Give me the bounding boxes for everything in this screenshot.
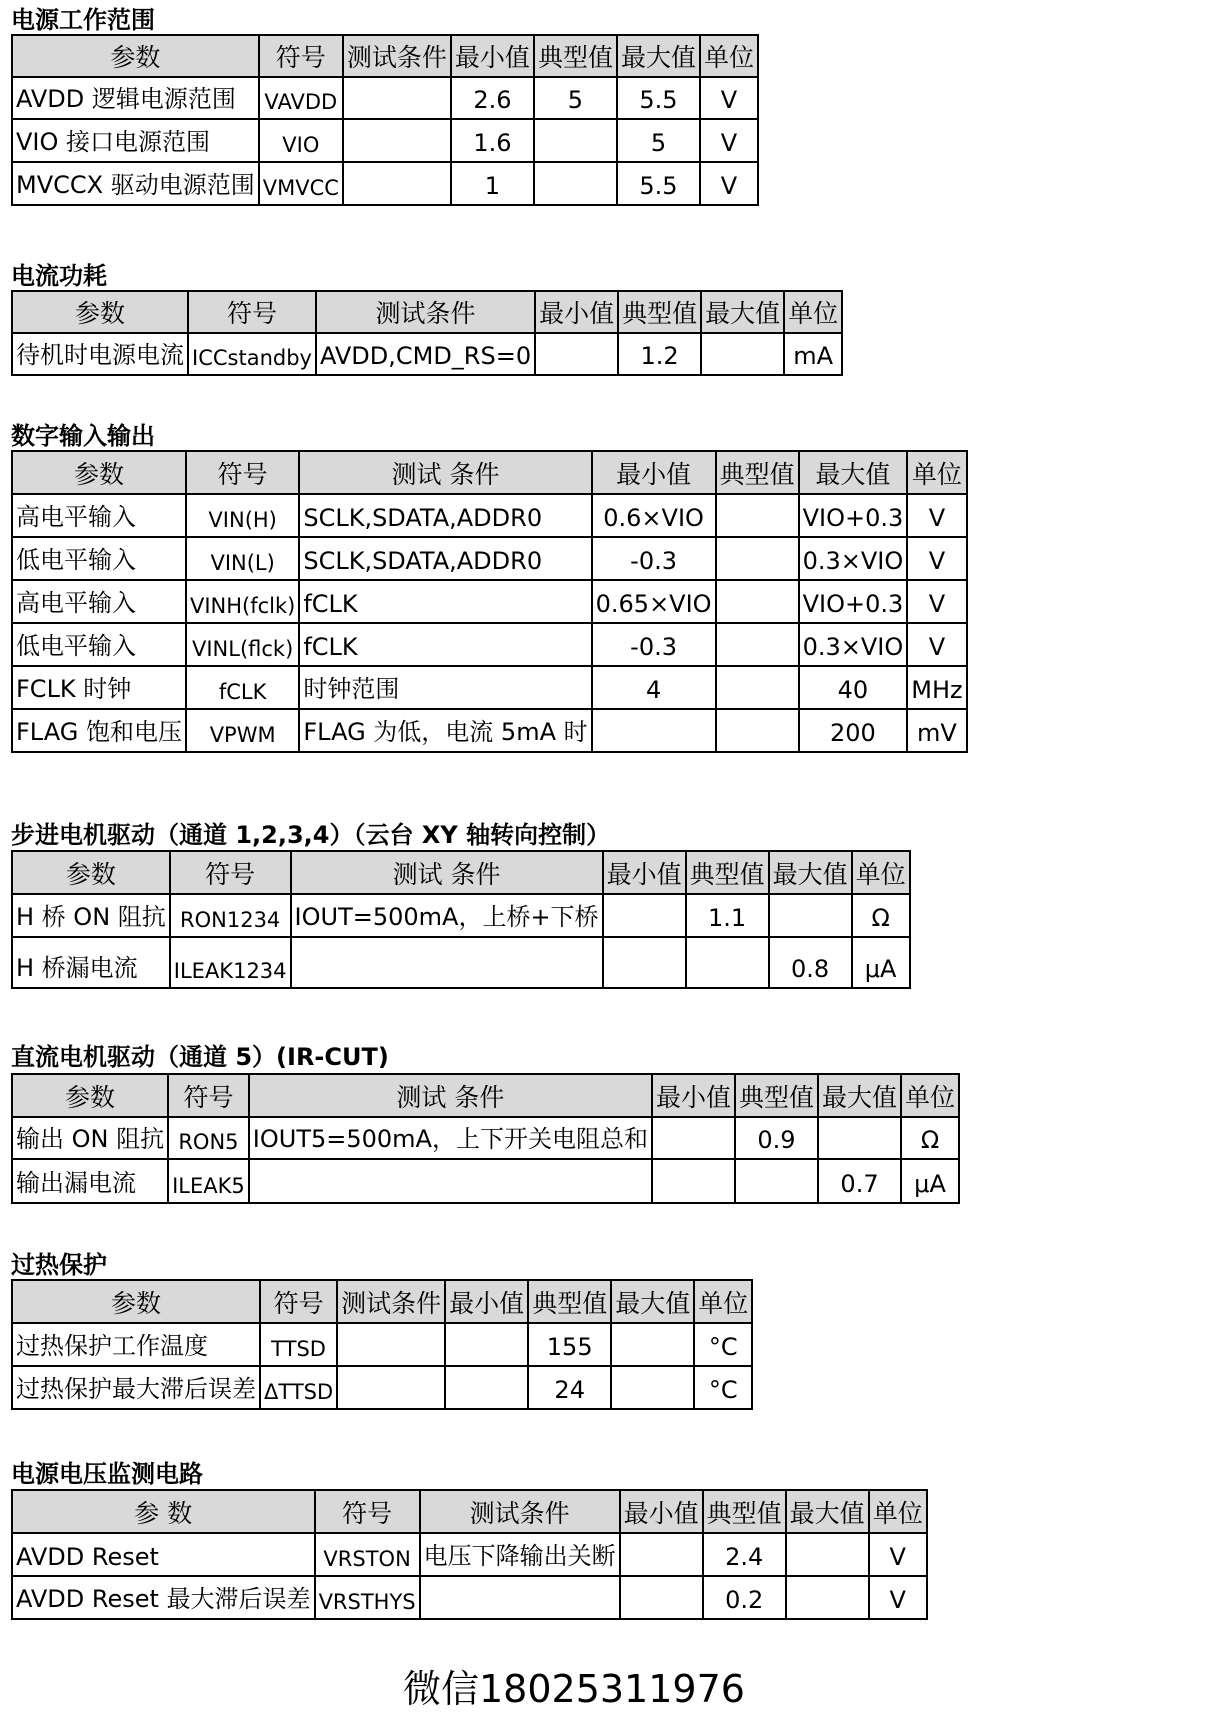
column-header: 测试条件 xyxy=(343,35,451,77)
column-header: 测试条件 xyxy=(337,1280,445,1323)
spec-table xyxy=(11,34,759,206)
typ-cell xyxy=(534,162,617,205)
min-cell xyxy=(620,1576,703,1619)
column-header: 最小值 xyxy=(620,1490,703,1533)
section-title: 过热保护 xyxy=(11,1251,107,1279)
symbol-cell: VPWM xyxy=(186,709,299,752)
condition-cell xyxy=(337,1366,445,1409)
param-cell: H 桥 ON 阻抗 xyxy=(12,894,170,937)
column-header: 典型值 xyxy=(703,1490,786,1533)
typ-cell: 1.2 xyxy=(618,333,701,375)
unit-cell: V xyxy=(700,77,758,119)
spec-table xyxy=(11,1489,928,1620)
table-row xyxy=(12,1576,927,1619)
table-row xyxy=(12,494,967,537)
symbol-cell: ICCstandby xyxy=(188,333,316,375)
symbol-cell: VIN(H) xyxy=(186,494,299,537)
table-header-row xyxy=(12,1280,752,1323)
column-header: 典型值 xyxy=(735,1074,818,1117)
max-cell: 0.7 xyxy=(818,1159,901,1203)
column-header: 典型值 xyxy=(528,1280,611,1323)
column-header: 参数 xyxy=(12,851,170,894)
section-title: 电源工作范围 xyxy=(11,6,155,34)
symbol-cell: fCLK xyxy=(186,666,299,709)
spec-table xyxy=(11,1073,960,1204)
column-header: 最小值 xyxy=(535,291,618,333)
max-cell: 40 xyxy=(799,666,908,709)
max-cell: 5.5 xyxy=(617,77,700,119)
symbol-cell: VINL(flck) xyxy=(186,623,299,666)
typ-cell xyxy=(716,494,799,537)
typ-cell xyxy=(735,1159,818,1203)
condition-cell: IOUT=500mA，上桥+下桥 xyxy=(291,894,603,937)
symbol-cell: ΔTTSD xyxy=(260,1366,337,1409)
column-header: 测试 条件 xyxy=(249,1074,652,1117)
param-cell: 输出漏电流 xyxy=(12,1159,168,1203)
section-title: 电流功耗 xyxy=(11,262,107,290)
unit-cell: mA xyxy=(784,333,842,375)
column-header: 测试 条件 xyxy=(299,451,591,494)
table-header-row xyxy=(12,1490,927,1533)
table-row xyxy=(12,1323,752,1366)
table-row xyxy=(12,580,967,623)
condition-cell: FLAG 为低，电流 5mA 时 xyxy=(299,709,591,752)
symbol-cell: VAVDD xyxy=(259,77,343,119)
column-header: 参数 xyxy=(12,1280,260,1323)
symbol-cell: ILEAK1234 xyxy=(170,937,291,988)
min-cell: 4 xyxy=(592,666,716,709)
param-cell: AVDD Reset xyxy=(12,1533,315,1576)
symbol-cell: VMVCC xyxy=(259,162,343,205)
column-header: 最小值 xyxy=(603,851,686,894)
min-cell xyxy=(592,709,716,752)
spec-table xyxy=(11,290,843,376)
min-cell xyxy=(603,937,686,988)
table-header-row xyxy=(12,291,842,333)
param-cell: 输出 ON 阻抗 xyxy=(12,1117,168,1159)
condition-cell xyxy=(249,1159,652,1203)
max-cell xyxy=(701,333,784,375)
table-row xyxy=(12,119,758,162)
column-header: 最小值 xyxy=(445,1280,528,1323)
table-row xyxy=(12,77,758,119)
condition-cell: IOUT5=500mA，上下开关电阻总和 xyxy=(249,1117,652,1159)
typ-cell: 0.9 xyxy=(735,1117,818,1159)
max-cell xyxy=(611,1366,694,1409)
spec-table xyxy=(11,450,968,753)
column-header: 测试 条件 xyxy=(291,851,603,894)
column-header: 典型值 xyxy=(686,851,769,894)
table-row xyxy=(12,333,842,375)
param-cell: 低电平输入 xyxy=(12,537,186,580)
condition-cell: fCLK xyxy=(299,623,591,666)
typ-cell: 2.4 xyxy=(703,1533,786,1576)
min-cell xyxy=(603,894,686,937)
param-cell: FLAG 饱和电压 xyxy=(12,709,186,752)
max-cell: 0.3×VIO xyxy=(799,623,908,666)
param-cell: VIO 接口电源范围 xyxy=(12,119,259,162)
column-header: 典型值 xyxy=(534,35,617,77)
min-cell: 1 xyxy=(451,162,534,205)
condition-cell xyxy=(343,77,451,119)
section-title: 数字输入输出 xyxy=(11,422,155,450)
column-header: 最大值 xyxy=(799,451,908,494)
min-cell: -0.3 xyxy=(592,537,716,580)
unit-cell: V xyxy=(907,537,966,580)
column-header: 符号 xyxy=(260,1280,337,1323)
symbol-cell: VINH(fclk) xyxy=(186,580,299,623)
table-header-row xyxy=(12,451,967,494)
condition-cell xyxy=(337,1323,445,1366)
column-header: 符号 xyxy=(168,1074,249,1117)
param-cell: H 桥漏电流 xyxy=(12,937,170,988)
column-header: 符号 xyxy=(170,851,291,894)
typ-cell xyxy=(716,666,799,709)
table-row xyxy=(12,1117,959,1159)
symbol-cell: VRSTHYS xyxy=(315,1576,420,1619)
unit-cell: MHz xyxy=(907,666,966,709)
typ-cell xyxy=(716,709,799,752)
max-cell xyxy=(786,1533,869,1576)
condition-cell: AVDD,CMD_RS=0 xyxy=(316,333,535,375)
column-header: 参 数 xyxy=(12,1490,315,1533)
column-header: 典型值 xyxy=(716,451,799,494)
column-header: 单位 xyxy=(901,1074,959,1117)
unit-cell: V xyxy=(700,119,758,162)
column-header: 测试条件 xyxy=(420,1490,620,1533)
min-cell xyxy=(535,333,618,375)
min-cell xyxy=(620,1533,703,1576)
max-cell: 0.3×VIO xyxy=(799,537,908,580)
column-header: 单位 xyxy=(700,35,758,77)
column-header: 单位 xyxy=(869,1490,927,1533)
condition-cell: fCLK xyxy=(299,580,591,623)
symbol-cell: VIO xyxy=(259,119,343,162)
typ-cell xyxy=(686,937,769,988)
param-cell: 高电平输入 xyxy=(12,494,186,537)
typ-cell xyxy=(716,537,799,580)
condition-cell: SCLK,SDATA,ADDR0 xyxy=(299,494,591,537)
table-row xyxy=(12,1159,959,1203)
typ-cell xyxy=(534,119,617,162)
max-cell: 0.8 xyxy=(769,937,852,988)
column-header: 最大值 xyxy=(818,1074,901,1117)
unit-cell: V xyxy=(869,1533,927,1576)
param-cell: AVDD 逻辑电源范围 xyxy=(12,77,259,119)
min-cell: -0.3 xyxy=(592,623,716,666)
condition-cell xyxy=(420,1576,620,1619)
min-cell: 0.6×VIO xyxy=(592,494,716,537)
symbol-cell: VIN(L) xyxy=(186,537,299,580)
param-cell: MVCCX 驱动电源范围 xyxy=(12,162,259,205)
column-header: 符号 xyxy=(186,451,299,494)
unit-cell: Ω xyxy=(852,894,910,937)
column-header: 最大值 xyxy=(786,1490,869,1533)
unit-cell: V xyxy=(907,580,966,623)
column-header: 单位 xyxy=(694,1280,752,1323)
column-header: 单位 xyxy=(907,451,966,494)
min-cell xyxy=(652,1117,735,1159)
min-cell: 1.6 xyxy=(451,119,534,162)
min-cell xyxy=(652,1159,735,1203)
typ-cell: 155 xyxy=(528,1323,611,1366)
column-header: 最大值 xyxy=(617,35,700,77)
column-header: 最小值 xyxy=(652,1074,735,1117)
typ-cell: 5 xyxy=(534,77,617,119)
symbol-cell: RON5 xyxy=(168,1117,249,1159)
typ-cell xyxy=(716,623,799,666)
unit-cell: °C xyxy=(694,1366,752,1409)
spec-table xyxy=(11,1279,753,1410)
max-cell: 5.5 xyxy=(617,162,700,205)
column-header: 测试条件 xyxy=(316,291,535,333)
param-cell: 高电平输入 xyxy=(12,580,186,623)
max-cell: 5 xyxy=(617,119,700,162)
section-title: 电源电压监测电路 xyxy=(11,1460,203,1488)
column-header: 最小值 xyxy=(592,451,716,494)
unit-cell: V xyxy=(869,1576,927,1619)
unit-cell: mV xyxy=(907,709,966,752)
column-header: 符号 xyxy=(188,291,316,333)
column-header: 最大值 xyxy=(701,291,784,333)
table-header-row xyxy=(12,1074,959,1117)
min-cell xyxy=(445,1366,528,1409)
column-header: 最大值 xyxy=(769,851,852,894)
condition-cell: 时钟范围 xyxy=(299,666,591,709)
table-row xyxy=(12,709,967,752)
table-row xyxy=(12,937,910,988)
column-header: 参数 xyxy=(12,35,259,77)
table-row xyxy=(12,623,967,666)
typ-cell: 24 xyxy=(528,1366,611,1409)
max-cell xyxy=(818,1117,901,1159)
symbol-cell: VRSTON xyxy=(315,1533,420,1576)
column-header: 典型值 xyxy=(618,291,701,333)
column-header: 最大值 xyxy=(611,1280,694,1323)
table-header-row xyxy=(12,35,758,77)
column-header: 参数 xyxy=(12,291,188,333)
min-cell: 2.6 xyxy=(451,77,534,119)
spec-table xyxy=(11,850,911,989)
typ-cell: 1.1 xyxy=(686,894,769,937)
max-cell xyxy=(611,1323,694,1366)
section-title: 步进电机驱动（通道 1,2,3,4）（云台 XY 轴转向控制） xyxy=(11,821,611,849)
unit-cell: Ω xyxy=(901,1117,959,1159)
table-row xyxy=(12,537,967,580)
column-header: 符号 xyxy=(259,35,343,77)
typ-cell xyxy=(716,580,799,623)
condition-cell xyxy=(343,162,451,205)
table-row xyxy=(12,1533,927,1576)
param-cell: FCLK 时钟 xyxy=(12,666,186,709)
unit-cell: °C xyxy=(694,1323,752,1366)
max-cell: VIO+0.3 xyxy=(799,494,908,537)
min-cell: 0.65×VIO xyxy=(592,580,716,623)
param-cell: 过热保护工作温度 xyxy=(12,1323,260,1366)
column-header: 单位 xyxy=(784,291,842,333)
max-cell: VIO+0.3 xyxy=(799,580,908,623)
typ-cell: 0.2 xyxy=(703,1576,786,1619)
symbol-cell: ILEAK5 xyxy=(168,1159,249,1203)
table-row xyxy=(12,894,910,937)
footer-contact: 微信18025311976 xyxy=(403,1667,745,1711)
max-cell: 200 xyxy=(799,709,908,752)
max-cell xyxy=(769,894,852,937)
condition-cell: 电压下降输出关断 xyxy=(420,1533,620,1576)
table-row xyxy=(12,162,758,205)
unit-cell: V xyxy=(907,494,966,537)
condition-cell xyxy=(291,937,603,988)
table-row xyxy=(12,1366,752,1409)
unit-cell: V xyxy=(700,162,758,205)
condition-cell xyxy=(343,119,451,162)
symbol-cell: TTSD xyxy=(260,1323,337,1366)
section-title: 直流电机驱动（通道 5）(IR-CUT) xyxy=(11,1043,389,1071)
max-cell xyxy=(786,1576,869,1619)
column-header: 单位 xyxy=(852,851,910,894)
column-header: 符号 xyxy=(315,1490,420,1533)
unit-cell: V xyxy=(907,623,966,666)
table-header-row xyxy=(12,851,910,894)
symbol-cell: RON1234 xyxy=(170,894,291,937)
column-header: 参数 xyxy=(12,451,186,494)
param-cell: 低电平输入 xyxy=(12,623,186,666)
column-header: 最小值 xyxy=(451,35,534,77)
param-cell: 过热保护最大滞后误差 xyxy=(12,1366,260,1409)
condition-cell: SCLK,SDATA,ADDR0 xyxy=(299,537,591,580)
min-cell xyxy=(445,1323,528,1366)
unit-cell: μA xyxy=(901,1159,959,1203)
column-header: 参数 xyxy=(12,1074,168,1117)
param-cell: 待机时电源电流 xyxy=(12,333,188,375)
table-row xyxy=(12,666,967,709)
param-cell: AVDD Reset 最大滞后误差 xyxy=(12,1576,315,1619)
unit-cell: μA xyxy=(852,937,910,988)
